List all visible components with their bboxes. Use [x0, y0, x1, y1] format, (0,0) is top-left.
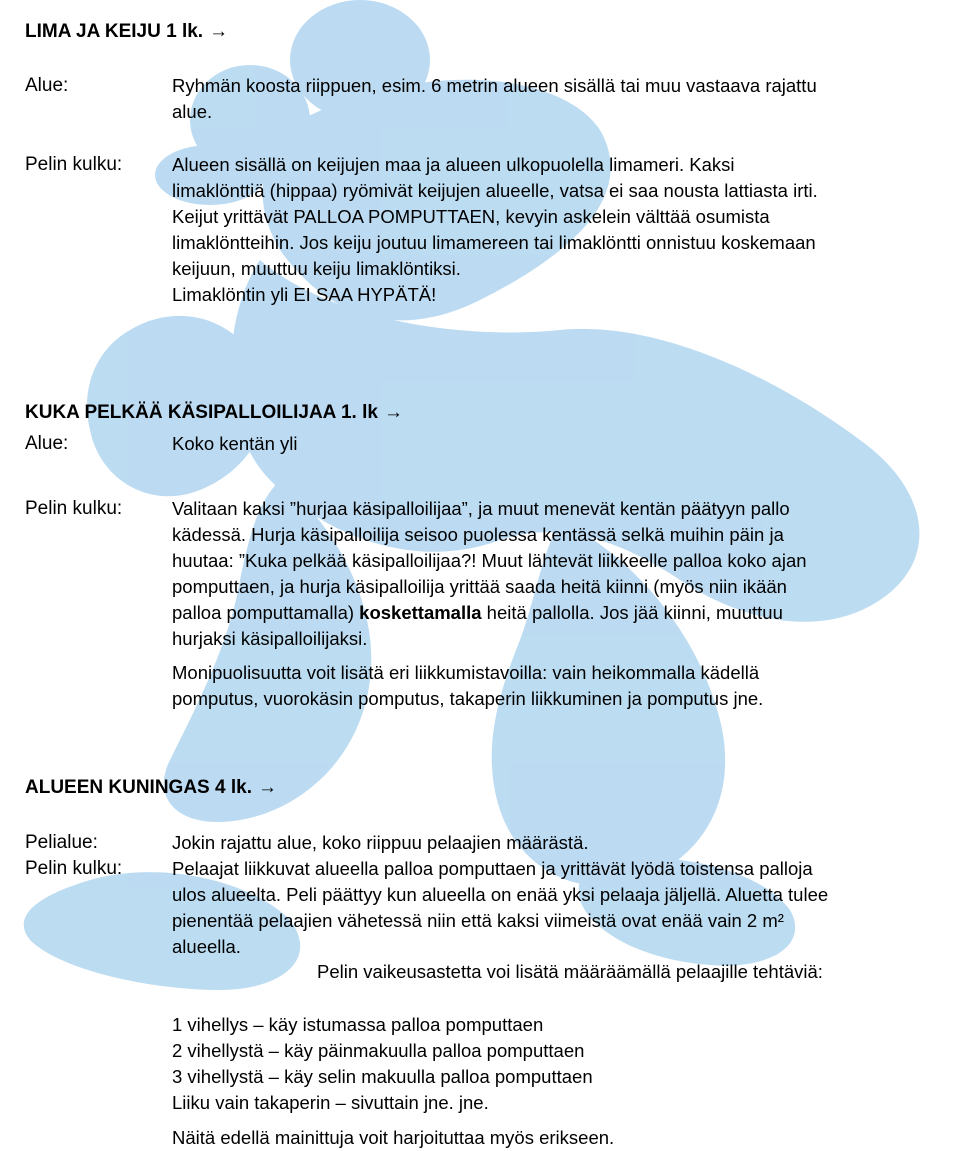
text-line: Jokin rajattu alue, koko riippuu pelaajien määrästä.: [172, 832, 589, 853]
difficulty-description: [317, 959, 957, 985]
text-line: pomputtaen, ja hurja käsipalloilija yrittää saada heitä kiinni (myös niin ikään: [172, 576, 787, 597]
arrow-right-icon: →: [257, 777, 277, 798]
section-title-text: ALUEEN KUNINGAS 4 lk.: [25, 777, 252, 798]
list-item: 1 vihellys – käy istumassa palloa pomputtaen: [172, 1014, 544, 1035]
section-title-lima-ja-keiju: [25, 21, 228, 43]
flow-description: [172, 152, 957, 308]
text-line: [172, 600, 957, 626]
text-line: Pelin vaikeusastetta voi lisätä määräämällä pelaajille tehtäviä:: [317, 961, 823, 982]
flow-label: Pelin kulku:: [25, 858, 123, 879]
flow-description: [172, 856, 957, 960]
area-label: Alue:: [25, 433, 69, 454]
text-fragment: heitä pallolla. Jos jää kiinni, muuttuu: [481, 602, 783, 623]
flow-label: Pelin kulku:: [25, 154, 123, 175]
text-line: Monipuolisuutta voit lisätä eri liikkumistavoilla: vain heikommalla kädellä: [172, 662, 760, 683]
variations-description: [172, 660, 957, 712]
list-item: Liiku vain takaperin – sivuttain jne. jne.: [172, 1092, 489, 1113]
text-line: alueella.: [172, 936, 241, 957]
text-line: Valitaan kaksi ”hurjaa käsipalloilijaa”, ja muut menevät kentän päätyyn pallo: [172, 498, 790, 519]
arrow-right-icon: →: [383, 402, 403, 423]
text-line: alue.: [172, 101, 213, 122]
text-line: limaklöntteihin. Jos keiju joutuu limamereen tai limaklöntti onnistuu koskemaan: [172, 232, 816, 253]
text-line: kädessä. Hurja käsipalloilija seisoo puolessa kentässä selkä muihin päin ja: [172, 524, 784, 545]
flow-label: Pelin kulku:: [25, 498, 123, 519]
area-description: [172, 431, 957, 457]
section-title-kuka-pelkaa: [25, 402, 403, 424]
text-line: Koko kentän yli: [172, 433, 298, 454]
text-line: Limaklöntin yli EI SAA HYPÄTÄ!: [172, 284, 437, 305]
section-title-alueen-kuningas: [25, 777, 277, 799]
text-line: hurjaksi käsipalloilijaksi.: [172, 628, 368, 649]
text-line: keijuun, muuttuu keiju limaklöntiksi.: [172, 258, 461, 279]
emphasis-text: koskettamalla: [359, 602, 482, 623]
text-line: ulos alueelta. Peli päättyy kun alueella on enää yksi pelaaja jäljellä. Aluetta tulee: [172, 884, 829, 905]
text-line: pienentää pelaajien vähetessä niin että kaksi viimeistä ovat enää vain 2 m²: [172, 910, 784, 931]
list-item: 3 vihellystä – käy selin makuulla palloa pomputtaen: [172, 1066, 593, 1087]
area-label: Pelialue:: [25, 832, 98, 853]
text-line: huutaa: ”Kuka pelkää käsipalloilijaa?! Muut lähtevät liikkeelle palloa koko ajan: [172, 550, 807, 571]
text-line: pomputus, vuorokäsin pomputus, takaperin liikkuminen ja pomputus jne.: [172, 688, 764, 709]
section-title-text: LIMA JA KEIJU 1 lk.: [25, 21, 204, 42]
section-title-text: KUKA PELKÄÄ KÄSIPALLOILIJAA 1. lk: [25, 402, 378, 423]
text-line: limaklönttiä (hippaa) ryömivät keijujen alueelle, vatsa ei saa nousta lattiasta irti.: [172, 180, 818, 201]
text-line: Keijut yrittävät PALLOA POMPUTTAEN, kevyin askelein välttää osumista: [172, 206, 770, 227]
text-fragment: palloa pomputtamalla): [172, 602, 360, 623]
closing-text: [172, 1125, 957, 1151]
text-line: Ryhmän koosta riippuen, esim. 6 metrin alueen sisällä tai muu vastaava rajattu: [172, 75, 817, 96]
text-line: Näitä edellä mainittuja voit harjoituttaa myös erikseen.: [172, 1127, 615, 1148]
text-line: Alueen sisällä on keijujen maa ja alueen ulkopuolella limameri. Kaksi: [172, 154, 735, 175]
text-line: Pelaajat liikkuvat alueella palloa pomputtaen ja yrittävät lyödä toistensa palloja: [172, 858, 813, 879]
flow-description: [172, 496, 957, 652]
area-description: [172, 830, 957, 856]
area-label: Alue:: [25, 75, 69, 96]
list-item: 2 vihellystä – käy päinmakuulla palloa pomputtaen: [172, 1040, 585, 1061]
area-description: [172, 73, 957, 125]
arrow-right-icon: →: [209, 21, 229, 42]
task-list: [172, 1012, 957, 1116]
